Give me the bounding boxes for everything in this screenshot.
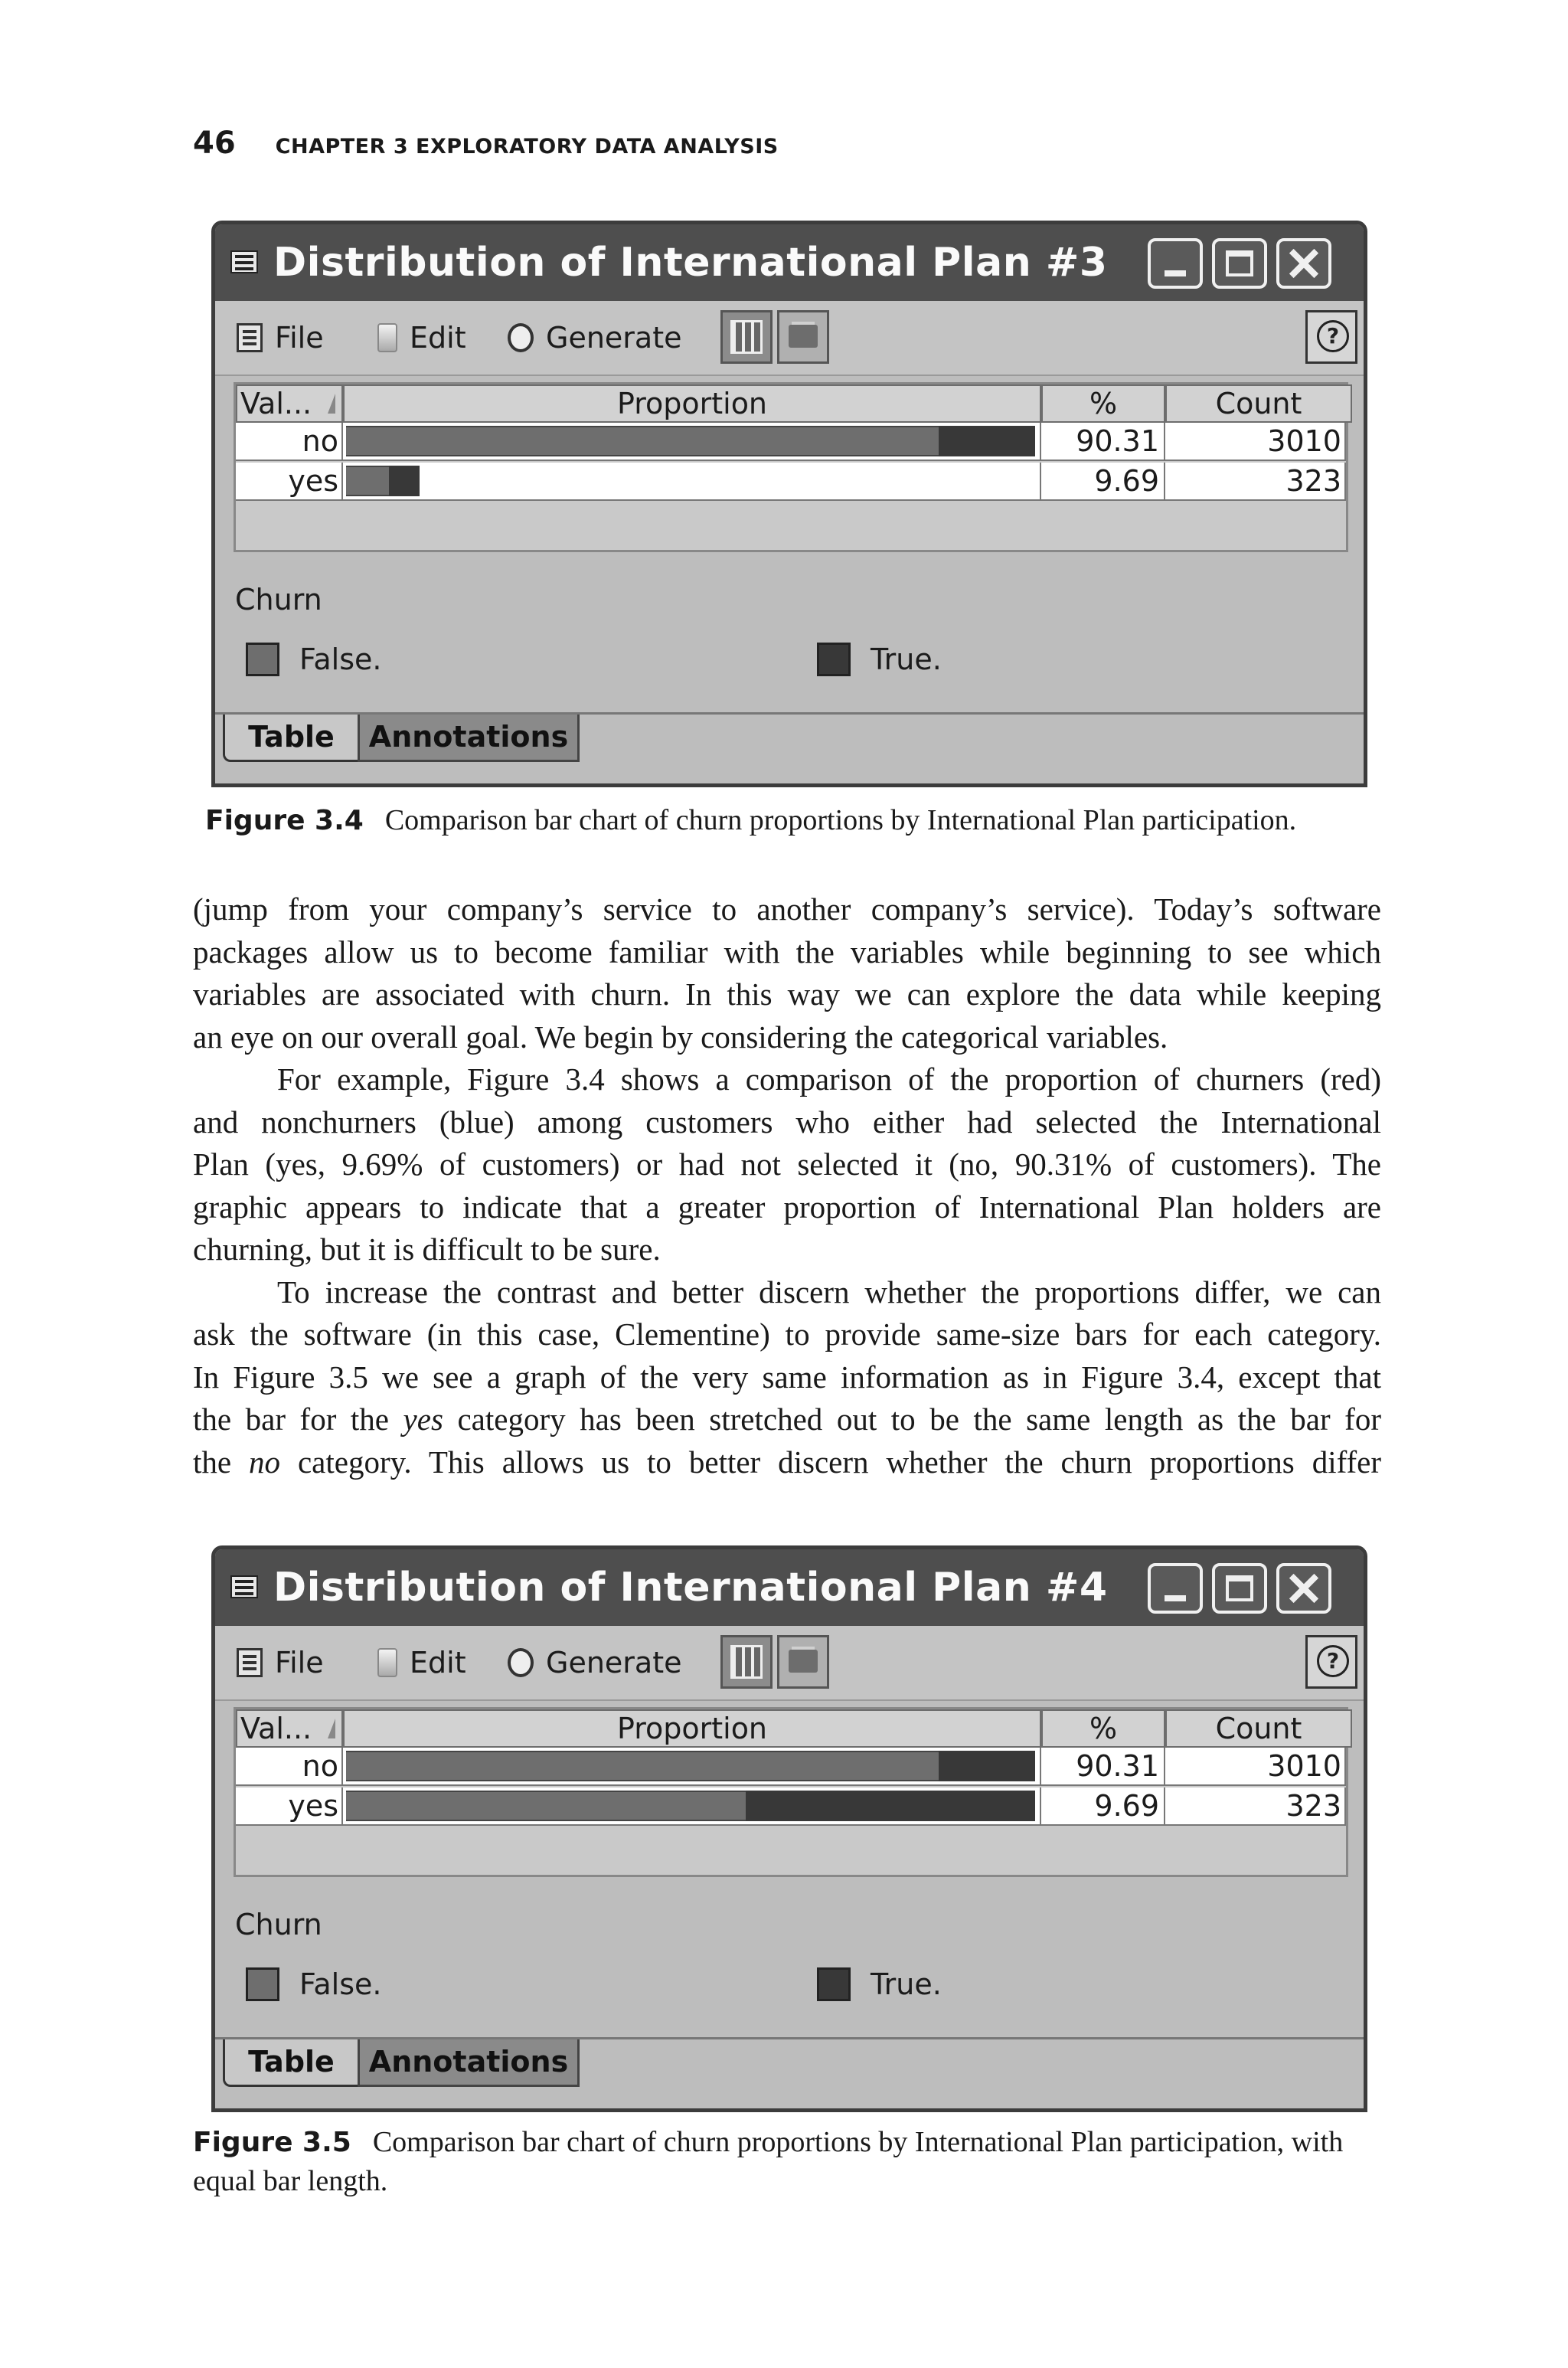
paragraph-line: an eye on our overall goal. We begin by considering the categorical variables. [193, 1019, 1168, 1055]
row-percent: 90.31 [1041, 1748, 1165, 1786]
paragraph-line: variables are associated with churn. In this way we can explore the data while keeping [193, 976, 1381, 1012]
close-button[interactable] [1276, 1563, 1331, 1614]
true-swatch [817, 643, 851, 676]
file-menu-icon [237, 1648, 263, 1677]
page-number: 46 [193, 126, 236, 161]
row-value: yes [236, 1787, 343, 1826]
legend-item-true [817, 1967, 942, 2001]
menu-file[interactable] [237, 321, 324, 355]
tab-annotations[interactable]: Annotations [358, 2039, 580, 2087]
legend-true-label: True. [871, 643, 942, 676]
menu-bar [215, 1626, 1364, 1701]
paragraph-line: Plan (yes, 9.69% of customers) or had not selected it (no, 90.31% of customers). The [193, 1146, 1381, 1182]
bar-segment-false [346, 466, 389, 496]
menu-edit-label: Edit [410, 321, 466, 355]
table-view-icon[interactable] [720, 1635, 773, 1689]
row-value: no [236, 423, 343, 461]
legend-item-false [246, 643, 381, 676]
row-count: 3010 [1165, 1748, 1346, 1786]
column-header-percent[interactable]: % [1041, 1709, 1165, 1748]
bar-segment-true [939, 1751, 1035, 1781]
proportion-bar [346, 1791, 1035, 1821]
row-count: 323 [1165, 1787, 1346, 1826]
tab-strip [215, 2037, 1364, 2108]
row-value: yes [236, 463, 343, 501]
paragraph-line: churning, but it is difficult to be sure. [193, 1231, 661, 1267]
tab-annotations[interactable]: Annotations [358, 715, 580, 762]
chapter-head: CHAPTER 3 EXPLORATORY DATA ANALYSIS [275, 135, 779, 159]
paragraph-line: packages allow us to become familiar with the variables while beginning to see which [193, 934, 1381, 970]
legend-title: Churn [235, 1908, 322, 1941]
column-header-proportion[interactable]: Proportion [343, 384, 1041, 423]
distribution-table [234, 1707, 1348, 1877]
distribution-table [234, 382, 1348, 552]
caption-text: Comparison bar chart of churn proportions by International Plan participation. [384, 804, 1297, 836]
row-count: 323 [1165, 463, 1346, 501]
false-swatch [246, 643, 279, 676]
menu-file[interactable] [237, 1646, 324, 1680]
maximize-button[interactable] [1212, 238, 1267, 289]
help-icon[interactable] [1305, 1635, 1357, 1689]
menu-generate[interactable] [508, 1646, 681, 1680]
figure-label: Figure 3.5 [193, 2127, 351, 2158]
column-header-percent[interactable]: % [1041, 384, 1165, 423]
table-row-no[interactable] [236, 1748, 1351, 1787]
text-run: category. This allows us to better discern whether the churn proportions differ [280, 1444, 1382, 1480]
row-proportion [343, 423, 1041, 461]
proportion-bar [346, 1751, 1035, 1781]
maximize-button[interactable] [1212, 1563, 1267, 1614]
edit-menu-icon [377, 1648, 397, 1677]
tab-table[interactable]: Table [223, 715, 358, 762]
row-proportion [343, 1787, 1041, 1826]
menu-generate-label: Generate [546, 1646, 682, 1680]
close-button[interactable] [1276, 238, 1331, 289]
paragraph-line: (jump from your company’s service to another company’s service). Today’s software [193, 891, 1381, 927]
false-swatch [246, 1967, 279, 2001]
paragraph-line [193, 1398, 1381, 1441]
file-menu-icon [237, 323, 263, 352]
legend-item-true [817, 643, 942, 676]
bar-segment-true [746, 1791, 1035, 1821]
figure-label: Figure 3.4 [205, 805, 364, 836]
row-count: 3010 [1165, 423, 1346, 461]
menu-edit[interactable] [377, 1646, 466, 1680]
row-value: no [236, 1748, 343, 1786]
text-run: the [193, 1444, 250, 1480]
print-icon[interactable] [777, 1635, 829, 1689]
row-percent: 9.69 [1041, 463, 1165, 501]
running-head [193, 126, 779, 172]
generate-menu-icon [508, 1648, 534, 1677]
row-proportion [343, 463, 1041, 501]
column-header-count[interactable]: Count [1165, 1709, 1352, 1748]
menu-file-label: File [275, 1646, 324, 1680]
bar-segment-false [346, 1791, 746, 1821]
paragraph-line: In Figure 3.5 we see a graph of the very same information as in Figure 3.4, except that [193, 1359, 1381, 1395]
menu-generate[interactable] [508, 321, 681, 355]
column-header-count[interactable]: Count [1165, 384, 1352, 423]
distribution-window-3 [211, 221, 1367, 787]
paragraph-line [193, 1441, 1381, 1484]
tab-strip [215, 712, 1364, 783]
caption-text: Comparison bar chart of churn proportions by International Plan participation, with equal bar length. [193, 2126, 1344, 2197]
menu-edit-label: Edit [410, 1646, 466, 1680]
row-percent: 9.69 [1041, 1787, 1165, 1826]
body-text [193, 888, 1381, 1483]
bar-segment-false [346, 1751, 939, 1781]
window-title: Distribution of International Plan #4 [273, 1565, 1108, 1611]
row-proportion [343, 1748, 1041, 1786]
legend-item-false [246, 1967, 381, 2001]
proportion-bar [346, 426, 1035, 456]
paragraph-line: ask the software (in this case, Clementine) to provide same-size bars for each category. [193, 1316, 1381, 1352]
figure-caption-3-5 [193, 2123, 1372, 2200]
menu-bar [215, 301, 1364, 376]
menu-file-label: File [275, 321, 324, 355]
table-view-icon[interactable] [720, 310, 773, 364]
window-menu-icon[interactable] [230, 250, 258, 273]
generate-menu-icon [508, 323, 534, 352]
paragraph-line: To increase the contrast and better discern whether the proportions differ, we can [277, 1274, 1381, 1310]
distribution-window-4 [211, 1545, 1367, 2112]
title-bar[interactable] [215, 224, 1364, 301]
tab-table[interactable]: Table [223, 2039, 358, 2087]
menu-edit[interactable] [377, 321, 466, 355]
window-menu-icon[interactable] [230, 1575, 258, 1598]
bar-segment-true [389, 466, 420, 496]
legend-true-label: True. [871, 1967, 942, 2001]
column-header-proportion[interactable]: Proportion [343, 1709, 1041, 1748]
figure-caption-3-4 [205, 801, 1296, 840]
print-icon[interactable] [777, 310, 829, 364]
emphasis: no [249, 1444, 281, 1480]
minimize-button[interactable] [1148, 238, 1203, 289]
title-bar[interactable] [215, 1549, 1364, 1626]
legend-false-label: False. [299, 643, 382, 676]
table-row-yes[interactable] [236, 1787, 1351, 1827]
bar-segment-true [939, 426, 1035, 456]
row-percent: 90.31 [1041, 423, 1165, 461]
table-row-no[interactable] [236, 423, 1351, 463]
edit-menu-icon [377, 323, 397, 352]
paragraph-line: For example, Figure 3.4 shows a comparison of the proportion of churners (red) [277, 1061, 1381, 1097]
legend-false-label: False. [299, 1967, 382, 2001]
paragraph-line: and nonchurners (blue) among customers who either had selected the International [193, 1104, 1381, 1140]
column-header-value[interactable]: Val... [236, 384, 343, 423]
text-run: category has been stretched out to be the same length as the bar for [443, 1402, 1381, 1437]
bar-segment-false [346, 426, 939, 456]
minimize-button[interactable] [1148, 1563, 1203, 1614]
text-run: the bar for the [193, 1402, 403, 1437]
table-row-yes[interactable] [236, 463, 1351, 502]
menu-generate-label: Generate [546, 321, 682, 355]
window-title: Distribution of International Plan #3 [273, 240, 1108, 286]
legend-title: Churn [235, 583, 322, 617]
paragraph-line: graphic appears to indicate that a greater proportion of International Plan holders are [193, 1189, 1381, 1225]
help-icon[interactable] [1305, 310, 1357, 364]
true-swatch [817, 1967, 851, 2001]
emphasis: yes [403, 1402, 443, 1437]
proportion-bar [346, 466, 420, 496]
column-header-value[interactable]: Val... [236, 1709, 343, 1748]
